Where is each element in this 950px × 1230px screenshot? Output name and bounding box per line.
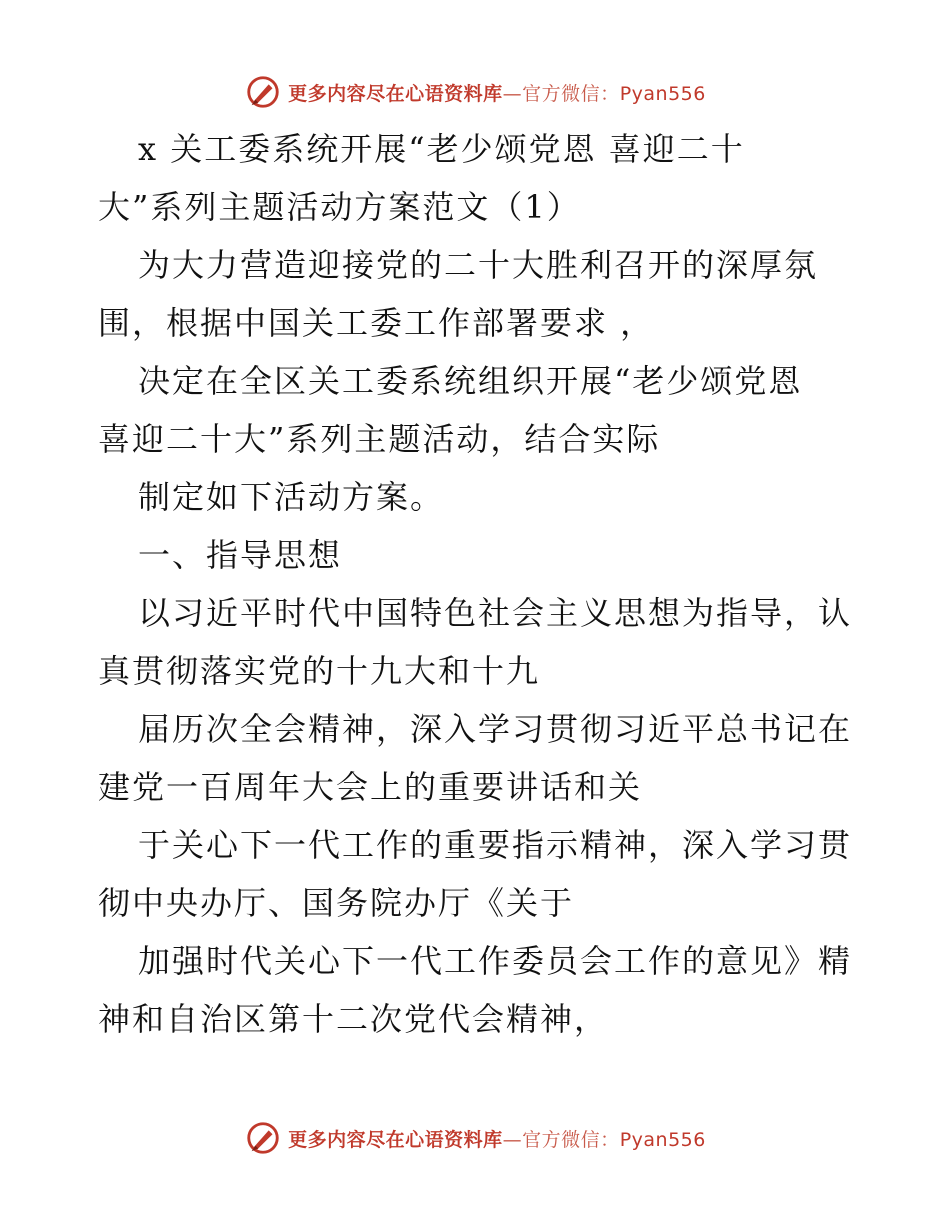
document-line: 神和自治区第十二次党代会精神， [98,1000,609,1038]
document-line: 为大力营造迎接党的二十大胜利召开的深厚氛 [138,246,819,284]
document-line: 以习近平时代中国特色社会主义思想为指导，认 [138,594,853,632]
watermark-label: 官方微信： [522,82,620,105]
watermark-dash: — [502,82,523,105]
watermark-label: 官方微信： [522,1128,620,1151]
footer-watermark-banner [0,1116,950,1160]
document-line: 大”系列主题活动方案范文（1） [98,188,581,226]
document-line: 加强时代关心下一代工作委员会工作的意见》精 [138,942,853,980]
document-line: 围，根据中国关工委工作部署要求 ， [98,304,655,342]
document-line: 制定如下活动方案。 [138,478,445,516]
document-line: 决定在全区关工委系统组织开展“老少颂党恩 [138,362,803,400]
watermark-text [288,1125,706,1152]
document-line: 届历次全会精神，深入学习贯彻习近平总书记在 [138,710,853,748]
watermark-wechat-id: Pyan556 [619,82,706,105]
pen-circle-logo-icon [244,1119,282,1157]
document-line: 彻中央办厅、国务院办厅《关于 [98,884,575,922]
pen-circle-logo-icon [244,73,282,111]
watermark-brand: 更多内容尽在心语资料库 [288,1128,503,1151]
document-line: 真贯彻落实党的十九大和十九 [98,652,541,690]
watermark-text [288,79,706,106]
document-line: 建党一百周年大会上的重要讲话和关 [98,768,643,806]
watermark-wechat-id: Pyan556 [619,1128,706,1151]
document-line: 于关心下一代工作的重要指示精神，深入学习贯 [138,826,853,864]
document-line: 喜迎二十大”系列主题活动，结合实际 [98,420,661,458]
document-line: 一、指导思想 [138,536,343,574]
header-watermark-banner [0,70,950,114]
watermark-dash: — [502,1128,523,1151]
document-line: x 关工委系统开展“老少颂党恩 喜迎二十 [138,130,745,168]
watermark-brand: 更多内容尽在心语资料库 [288,82,503,105]
document-body [98,120,858,1048]
